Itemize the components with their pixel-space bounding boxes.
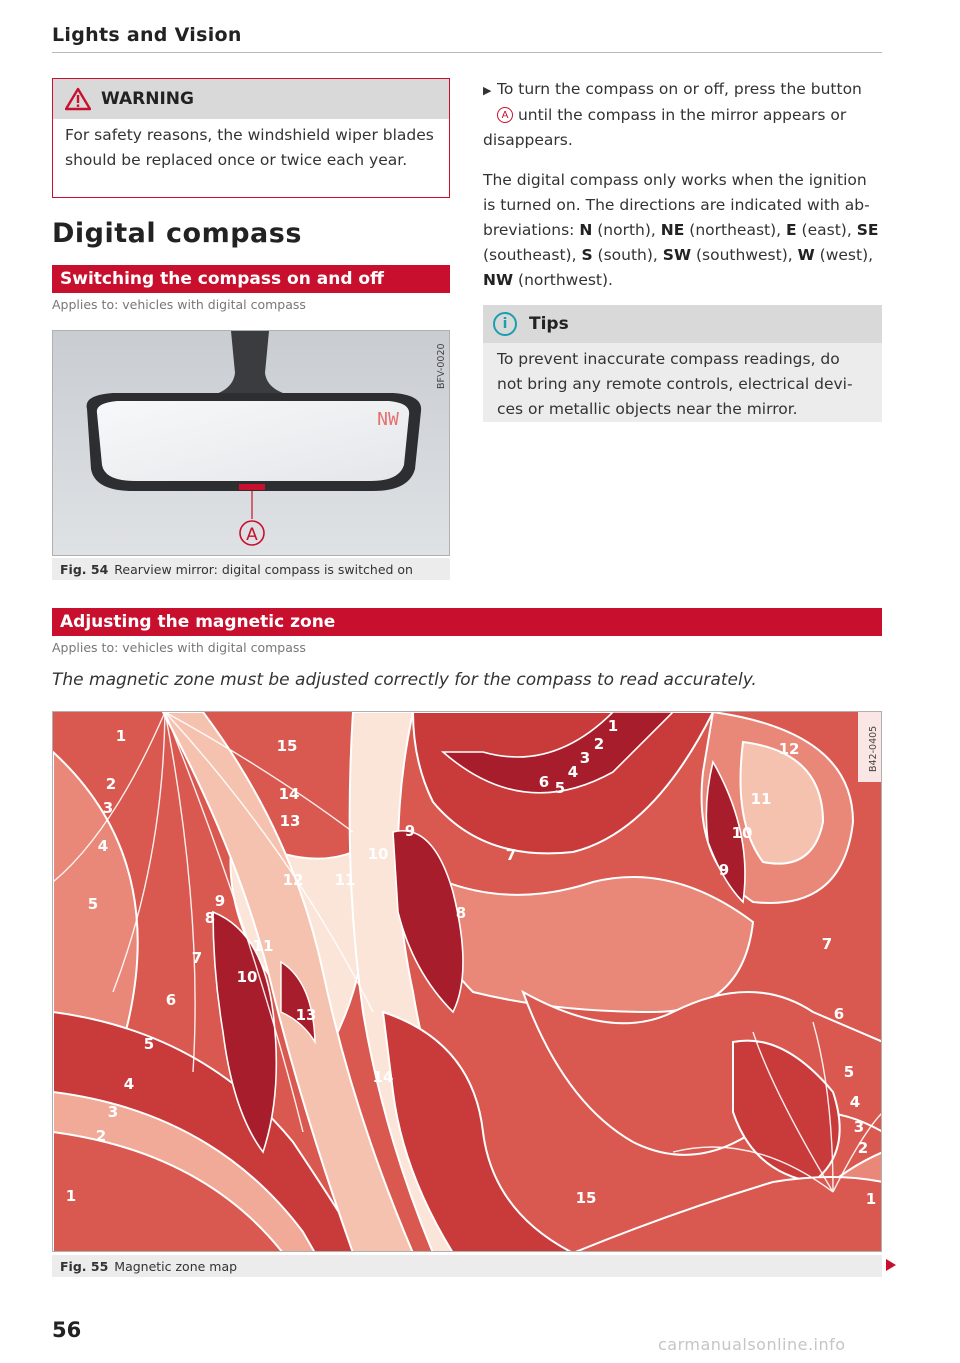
zone-label-z6b: 6 xyxy=(538,773,550,791)
figure-55-caption xyxy=(52,1255,882,1277)
zone-label-z6a: 6 xyxy=(165,991,177,1009)
compass-button[interactable] xyxy=(239,484,265,490)
zone-label-z4c: 4 xyxy=(567,763,579,781)
zone-label-z14a: 14 xyxy=(278,785,300,803)
zone-label-z7b: 7 xyxy=(505,846,517,864)
zone-label-z1b: 1 xyxy=(65,1187,77,1205)
mirror-glass xyxy=(97,401,409,481)
mirror-illustration xyxy=(53,331,450,556)
zone-map-illustration xyxy=(53,712,882,1252)
zone-label-z7c: 7 xyxy=(821,935,833,953)
map-code: B42-0405 xyxy=(868,725,879,772)
info-icon: i xyxy=(493,312,517,336)
next-page-arrow-icon[interactable] xyxy=(886,1259,896,1271)
warning-header xyxy=(53,79,449,119)
zone-label-z2a: 2 xyxy=(105,775,117,793)
instruction-part-1: To turn the compass on or off, press the button xyxy=(497,80,862,98)
figure-55-number: Fig. 55 xyxy=(60,1258,109,1274)
zone-label-z9c: 9 xyxy=(718,861,730,879)
zone-label-z5b: 5 xyxy=(143,1035,155,1053)
bullet-icon: ▶ xyxy=(483,84,492,97)
zone-label-z4b: 4 xyxy=(123,1075,135,1093)
figure-55-text: Magnetic zone map xyxy=(114,1258,238,1274)
warning-text: For safety reasons, the windshield wiper blades should be replaced once or twice each year. xyxy=(65,126,434,169)
zone-label-z9a: 9 xyxy=(404,822,416,840)
zone-label-z4a: 4 xyxy=(97,837,109,855)
switching-applies: Applies to: vehicles with digital compass xyxy=(52,297,306,312)
zone-label-z1c: 1 xyxy=(607,717,619,735)
zone-label-z7a: 7 xyxy=(191,949,203,967)
zone-label-z15a: 15 xyxy=(276,737,298,755)
zone-label-z6c: 6 xyxy=(833,1005,845,1023)
zone-label-z2c: 2 xyxy=(593,735,605,753)
tips-text: To prevent inaccurate compass readings, do not bring any remote controls, electrical devi-ces or metallic objects near the mirror. xyxy=(497,350,853,418)
magnetic-zone-map xyxy=(52,711,882,1252)
zone-label-z12b: 12 xyxy=(778,740,800,758)
tips-header xyxy=(483,305,882,343)
zone-label-z4d: 4 xyxy=(849,1093,861,1111)
compass-description: The digital compass only works when the ignition is turned on. The directions are indicated with ab-breviations: N (north), NE (northeast), E (east), SE (southeast), S (south), SW (southwest), W (west), NW (northwest). xyxy=(483,171,879,289)
zone-label-z13b: 13 xyxy=(295,1006,317,1024)
zone-label-z11c: 11 xyxy=(750,790,772,808)
zone-label-z5c: 5 xyxy=(554,779,566,797)
warning-icon xyxy=(65,87,91,111)
instruction-part-2: until the compass in the mirror appears or disappears. xyxy=(483,106,847,149)
warning-title: WARNING xyxy=(101,89,194,109)
callout-a-label: A xyxy=(246,525,258,545)
tips-box xyxy=(483,305,882,422)
zone-label-z14b: 14 xyxy=(372,1068,394,1086)
zone-label-z3b: 3 xyxy=(107,1103,119,1121)
zone-label-z9b: 9 xyxy=(214,892,226,910)
zone-label-z11a: 11 xyxy=(334,871,356,889)
zone-label-z13a: 13 xyxy=(279,812,301,830)
zone-label-z8b: 8 xyxy=(455,904,467,922)
zone-label-z1a: 1 xyxy=(115,727,127,745)
magnetic-intro: The magnetic zone must be adjusted correctly for the compass to read accurately. xyxy=(52,670,757,690)
tips-title: Tips xyxy=(529,314,569,334)
figure-code: BFV-0020 xyxy=(436,343,447,389)
button-a-marker: A xyxy=(497,107,513,123)
section-title: Digital compass xyxy=(52,218,302,249)
header-rule xyxy=(52,52,882,53)
zone-label-z2b: 2 xyxy=(95,1127,107,1145)
zone-label-z10b: 10 xyxy=(236,968,258,986)
instruction-step xyxy=(483,77,883,153)
zone-label-z10a: 10 xyxy=(367,845,389,863)
zone-label-z5a: 5 xyxy=(87,895,99,913)
zone-label-z11b: 11 xyxy=(252,937,274,955)
zone-label-z12a: 12 xyxy=(282,871,304,889)
zone-label-z1d: 1 xyxy=(865,1190,877,1208)
zone-label-z10c: 10 xyxy=(731,824,753,842)
figure-54-text: Rearview mirror: digital compass is switched on xyxy=(114,561,413,577)
warning-box xyxy=(52,78,450,198)
switching-heading: Switching the compass on and off xyxy=(52,265,450,293)
magnetic-applies: Applies to: vehicles with digital compass xyxy=(52,640,306,655)
page-number: 56 xyxy=(52,1318,82,1342)
compass-display: NW xyxy=(377,409,399,430)
zone-label-z3d: 3 xyxy=(853,1118,865,1136)
zone-label-z15b: 15 xyxy=(575,1189,597,1207)
zone-label-z2d: 2 xyxy=(857,1139,869,1157)
watermark: carmanualsonline.info xyxy=(658,1335,846,1354)
zone-label-z3a: 3 xyxy=(102,799,114,817)
zone-label-z5d: 5 xyxy=(843,1063,855,1081)
zone-label-z3c: 3 xyxy=(579,749,591,767)
zone-label-z8a: 8 xyxy=(204,909,216,927)
figure-54-number: Fig. 54 xyxy=(60,561,109,577)
chapter-title: Lights and Vision xyxy=(52,24,242,46)
figure-54-caption xyxy=(52,558,450,580)
magnetic-heading: Adjusting the magnetic zone xyxy=(52,608,882,636)
mirror-figure xyxy=(52,330,450,556)
